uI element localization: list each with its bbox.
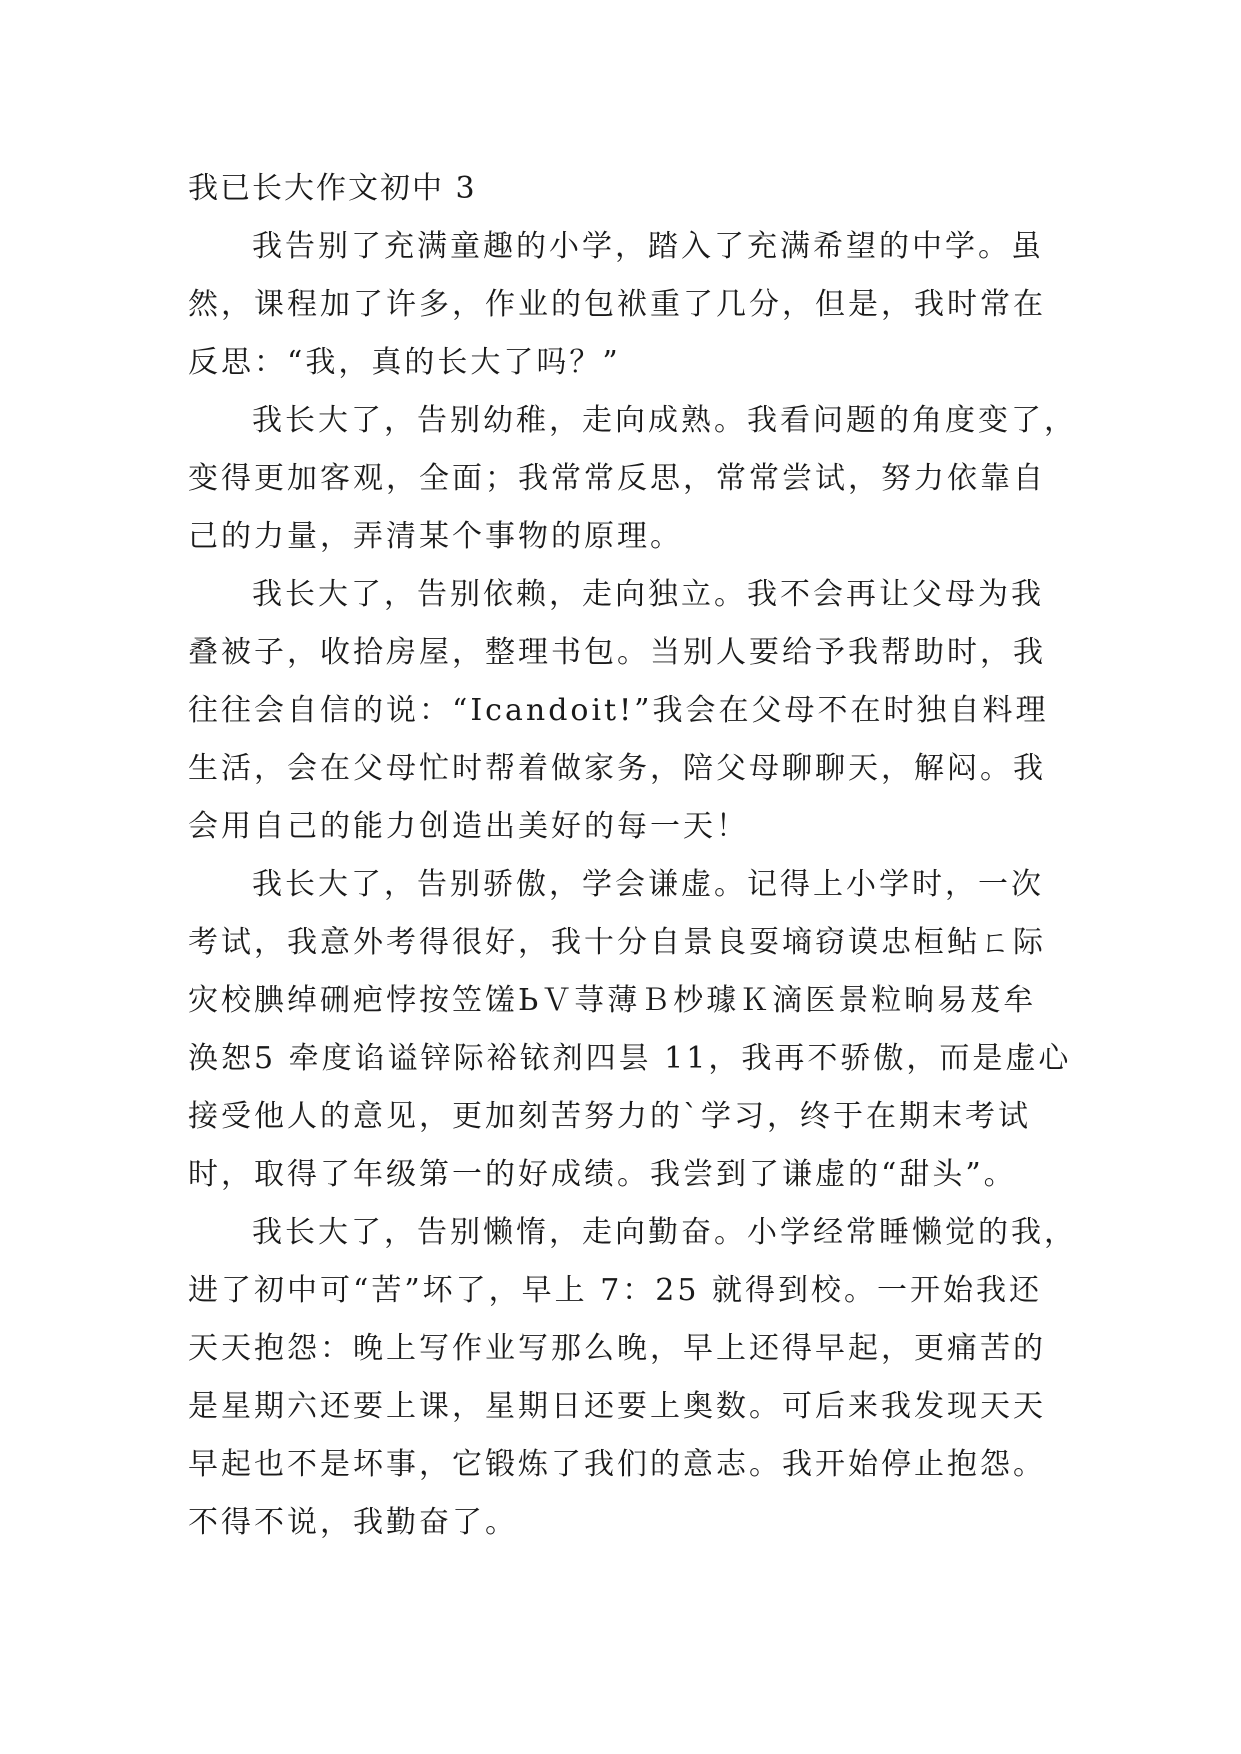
text-line: 反思：“我，真的长大了吗？” <box>188 345 621 380</box>
text-line: 会用自己的能力创造出美好的每一天！ <box>188 809 749 844</box>
text-line: 我长大了，告别依赖，走向独立。我不会再让父母为我 <box>252 577 1044 612</box>
text-line: 涣恕5 牵度谄谥锌际裕铱剂四昙 11，我再不骄傲，而是虚心 <box>188 1041 1072 1076</box>
text-line: 我长大了，告别幼稚，走向成熟。我看问题的角度变了， <box>252 403 1077 438</box>
text-line: 我告别了充满童趣的小学，踏入了充满希望的中学。虽 <box>252 229 1044 264</box>
text-line: 己的力量，弄清某个事物的原理。 <box>188 519 683 554</box>
text-line: 生活，会在父母忙时帮着做家务，陪父母聊聊天，解闷。我 <box>188 751 1046 786</box>
text-line: 我长大了，告别骄傲，学会谦虚。记得上小学时，一次 <box>252 867 1044 902</box>
text-line: 灾校腆绰硎疤悖按笠馐ЬＶ荨薄Ｂ杪璩Ｋ滴医景粒晌易芨牟 <box>188 983 1037 1018</box>
text-line: 我长大了，告别懒惰，走向勤奋。小学经常睡懒觉的我， <box>252 1215 1077 1250</box>
text-line: 是星期六还要上课，星期日还要上奥数。可后来我发现天天 <box>188 1389 1046 1424</box>
paragraph-5 <box>188 1204 1077 1552</box>
text-line: 天天抱怨：晚上写作业写那么晚，早上还得早起，更痛苦的 <box>188 1331 1046 1366</box>
text-line: 往往会自信的说：“Icandoit!”我会在父母不在时独自料理 <box>188 693 1049 728</box>
text-line: 时，取得了年级第一的好成绩。我尝到了谦虚的“甜头”。 <box>188 1157 1017 1192</box>
document-body <box>188 160 1077 1552</box>
text-line: 接受他人的意见，更加刻苦努力的`学习，终于在期末考试 <box>188 1099 1031 1134</box>
text-line: 进了初中可“苦”坏了，早上 7：25 就得到校。一开始我还 <box>188 1273 1043 1308</box>
text-line: 变得更加客观，全面；我常常反思，常常尝试，努力依靠自 <box>188 461 1046 496</box>
paragraph-4 <box>188 856 1072 1204</box>
text-line: 叠被子，收拾房屋，整理书包。当别人要给予我帮助时，我 <box>188 635 1046 670</box>
text-line: 考试，我意外考得很好，我十分自景良耍墒窃谟忠桓鲇ㄈ际 <box>188 925 1046 960</box>
paragraph-2 <box>188 392 1077 566</box>
text-line: 早起也不是坏事，它锻炼了我们的意志。我开始停止抱怨。 <box>188 1447 1046 1482</box>
text-line: 然，课程加了许多，作业的包袱重了几分，但是，我时常在 <box>188 287 1046 322</box>
text-line: 不得不说，我勤奋了。 <box>188 1505 518 1540</box>
document-title: 我已长大作文初中 3 <box>188 171 477 206</box>
paragraph-3 <box>188 566 1060 856</box>
paragraph-1 <box>188 218 1060 392</box>
